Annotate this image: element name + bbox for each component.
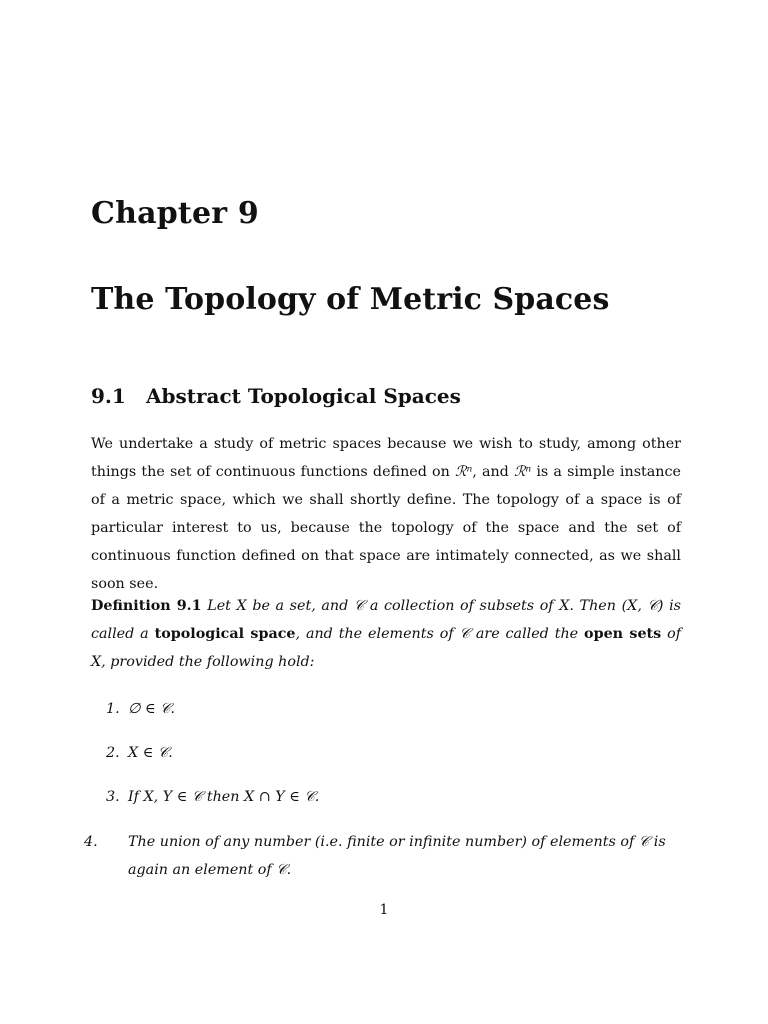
list-item-number: 4. bbox=[84, 834, 98, 850]
chapter-title: The Topology of Metric Spaces bbox=[91, 282, 610, 317]
definition-term-open-sets: open sets bbox=[584, 626, 662, 642]
list-item-number: 3. bbox=[106, 789, 120, 805]
definition-block bbox=[91, 592, 681, 676]
intro-paragraph bbox=[91, 430, 681, 598]
list-item bbox=[106, 695, 681, 723]
list-item bbox=[106, 739, 681, 767]
list-item-text: X ∈ 𝒞. bbox=[128, 745, 173, 761]
definition-term-topological-space: topological space bbox=[154, 626, 296, 642]
section-title: Abstract Topological Spaces bbox=[146, 384, 461, 408]
rn-symbol: ℛⁿ bbox=[513, 464, 532, 480]
section-number: 9.1 bbox=[91, 384, 126, 408]
list-item-number: 1. bbox=[106, 701, 120, 717]
list-item-text: The union of any number (i.e. finite or infinite number) of elements of 𝒞 is again an element of 𝒞. bbox=[128, 834, 666, 878]
section-heading bbox=[91, 384, 461, 408]
list-item bbox=[84, 828, 681, 884]
rn-symbol: ℛⁿ bbox=[455, 464, 473, 480]
list-item-number: 2. bbox=[106, 745, 120, 761]
list-item-text: If X, Y ∈ 𝒞 then X ∩ Y ∈ 𝒞. bbox=[128, 789, 320, 805]
list-item bbox=[106, 783, 681, 811]
page-number: 1 bbox=[379, 902, 389, 918]
definition-text-1: Let X be a set, and 𝒞 a collection of subsets of X. Then (X, 𝒞) is called a bbox=[91, 598, 682, 642]
intro-text-1: We undertake a study of metric spaces because we wish to study, among other things the set of continuous functions defined on bbox=[91, 436, 681, 480]
definition-label: Definition 9.1 bbox=[91, 598, 202, 614]
list-item-text: ∅ ∈ 𝒞. bbox=[128, 701, 176, 717]
definition-text-3: of X, provided the following hold: bbox=[91, 626, 681, 670]
chapter-label: Chapter 9 bbox=[91, 196, 259, 231]
definition-text-2: , and the elements of 𝒞 are called the bbox=[295, 626, 585, 642]
intro-text-2: , and bbox=[472, 464, 514, 480]
intro-text-3: is a simple instance of a metric space, which we shall shortly define. The topology of a space is of particular interest to us, because the topology of the space and the set of continuous function defined on that space are intimately connected, as we shall soon see. bbox=[91, 464, 681, 592]
